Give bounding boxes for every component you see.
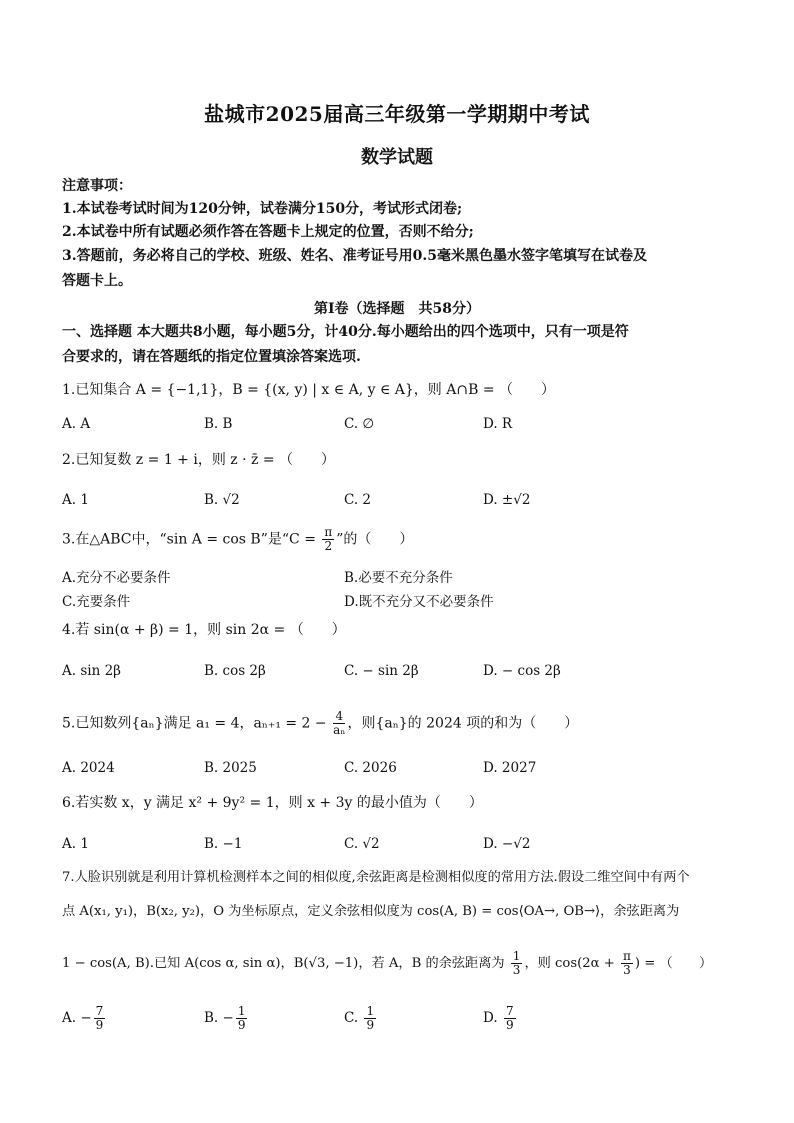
- fraction-numerator: 1: [366, 1004, 375, 1018]
- fraction-denominator: 3: [623, 963, 631, 977]
- option-b: [204, 1005, 249, 1032]
- note-item: 2.本试卷中所有试题必须作答在答题卡上规定的位置，否则不给分;: [62, 224, 474, 240]
- question-stem: [62, 710, 732, 737]
- note-item: 答题卡上。: [62, 273, 132, 289]
- fraction: [333, 710, 345, 737]
- fraction-numerator: 1: [512, 949, 521, 963]
- stem-text: 3.在△ABC中，“sin A = cos B”是“C =: [62, 531, 321, 548]
- fraction: [322, 526, 334, 553]
- fraction-numerator: π: [324, 525, 333, 539]
- option-a: A.充分不必要条件: [62, 570, 171, 586]
- option-a: A. 1: [62, 492, 89, 508]
- question-stem: [62, 950, 732, 977]
- option-prefix: B. −: [204, 1010, 234, 1026]
- notes-heading: 注意事项：: [62, 178, 132, 194]
- question-stem: 4.若 sin(α + β) = 1，则 sin 2α = （ ）: [62, 622, 346, 638]
- fraction-numerator: 7: [95, 1004, 104, 1018]
- option-b: B. cos 2β: [204, 663, 266, 679]
- option-b: B.必要不充分条件: [344, 570, 453, 586]
- section-intro: 合要求的，请在答题纸的指定位置填涂答案选项.: [62, 349, 361, 365]
- fraction: [504, 1005, 516, 1032]
- stem-text: ) = （ ）: [634, 956, 713, 971]
- stem-text: 5.已知数列{aₙ}满足 a₁ = 4，aₙ₊₁ = 2 −: [62, 715, 332, 732]
- stem-text: ”的（ ）: [336, 531, 414, 548]
- question-stem: 2.已知复数 z = 1 + i，则 z · z̄ = （ ）: [62, 452, 336, 468]
- question-stem: [62, 526, 732, 553]
- options-row: [62, 836, 732, 858]
- option-d: D. −√2: [483, 836, 531, 852]
- fraction: [364, 1005, 376, 1032]
- fraction-numerator: π: [622, 949, 631, 963]
- option-a: A. 2024: [62, 760, 115, 776]
- section-intro: 一、选择题 本大题共8小题，每小题5分，计40分.每小题给出的四个选项中，只有一项是符: [62, 324, 629, 340]
- option-b: B. −1: [204, 836, 243, 852]
- option-prefix: D.: [483, 1010, 502, 1026]
- options-row: [62, 663, 732, 685]
- question-stem: 7.人脸识别就是利用计算机检测样本之间的相似度,余弦距离是检测相似度的常用方法.假设二维空间中有两个: [62, 870, 690, 885]
- fraction-denominator: 3: [512, 963, 521, 977]
- fraction-numerator: 4: [333, 710, 345, 724]
- question-stem: 点 A(x₁, y₁)，B(x₂, y₂)，O 为坐标原点，定义余弦相似度为 cos(A, B) = cos⟨OA→, OB→⟩，余弦距离为: [62, 904, 680, 919]
- option-d: [483, 1005, 518, 1032]
- option-d: D. − cos 2β: [483, 663, 561, 679]
- question-stem: 1.已知集合 A = {−1,1}，B = {(x, y) | x ∈ A, y ∈ A}，则 A∩B = （ ）: [62, 382, 556, 398]
- part-title: 第Ⅰ卷（选择题 共58分）: [313, 301, 481, 317]
- question-stem: 6.若实数 x，y 满足 x² + 9y² = 1，则 x + 3y 的最小值为（ ）: [62, 795, 483, 811]
- options-row: [62, 590, 732, 612]
- option-a: A. A: [62, 416, 91, 432]
- fraction-denominator: 9: [237, 1018, 246, 1032]
- option-a: A. sin 2β: [62, 663, 121, 679]
- options-row: [62, 416, 732, 438]
- note-item: 1.本试卷考试时间为120分钟，试卷满分150分，考试形式闭卷;: [62, 201, 463, 217]
- option-d: D. 2027: [483, 760, 537, 776]
- fraction: [94, 1005, 106, 1032]
- option-c: C.充要条件: [62, 594, 131, 610]
- option-d: D.既不充分又不必要条件: [344, 594, 494, 610]
- exam-title: 盐城市2025届高三年级第一学期期中考试: [204, 102, 590, 126]
- option-a: [62, 1005, 107, 1032]
- note-item: 3.答题前，务必将自己的学校、班级、姓名、准考证号用0.5毫米黑色墨水签字笔填写在试卷及: [62, 248, 647, 264]
- option-b: B. 2025: [204, 760, 257, 776]
- option-c: C. − sin 2β: [344, 663, 419, 679]
- option-d: D. R: [483, 416, 513, 432]
- fraction-numerator: 7: [505, 1004, 514, 1018]
- fraction-denominator: 9: [366, 1018, 375, 1032]
- stem-text: ，则 cos(2α +: [524, 956, 619, 971]
- option-c: C. √2: [344, 836, 380, 852]
- option-c: C. 2026: [344, 760, 397, 776]
- option-b: B. B: [204, 416, 233, 432]
- stem-text: 1 − cos(A, B).已知 A(cos α, sin α)，B(√3, −1)，若 A，B 的余弦距离为: [62, 956, 509, 971]
- option-a: A. 1: [62, 836, 89, 852]
- fraction-numerator: 1: [237, 1004, 246, 1018]
- option-prefix: C.: [344, 1010, 363, 1026]
- stem-text: ，则{aₙ}的 2024 项的和为（ ）: [347, 715, 579, 732]
- options-row: [62, 760, 732, 782]
- fraction-denominator: aₙ: [333, 723, 346, 737]
- option-c: C. ∅: [344, 416, 375, 432]
- fraction-denominator: 9: [95, 1018, 104, 1032]
- option-c: C. 2: [344, 492, 372, 508]
- options-row: [62, 566, 732, 588]
- options-row: [62, 492, 732, 514]
- option-prefix: A. −: [62, 1010, 92, 1026]
- fraction: [236, 1005, 248, 1032]
- options-row: [62, 1005, 732, 1041]
- fraction-denominator: 9: [505, 1018, 514, 1032]
- option-c: [344, 1005, 378, 1032]
- fraction: [621, 950, 633, 977]
- option-b: B. √2: [204, 492, 240, 508]
- option-d: D. ±√2: [483, 492, 531, 508]
- exam-subtitle: 数学试题: [361, 147, 433, 168]
- fraction: [511, 950, 523, 977]
- fraction-denominator: 2: [324, 539, 333, 553]
